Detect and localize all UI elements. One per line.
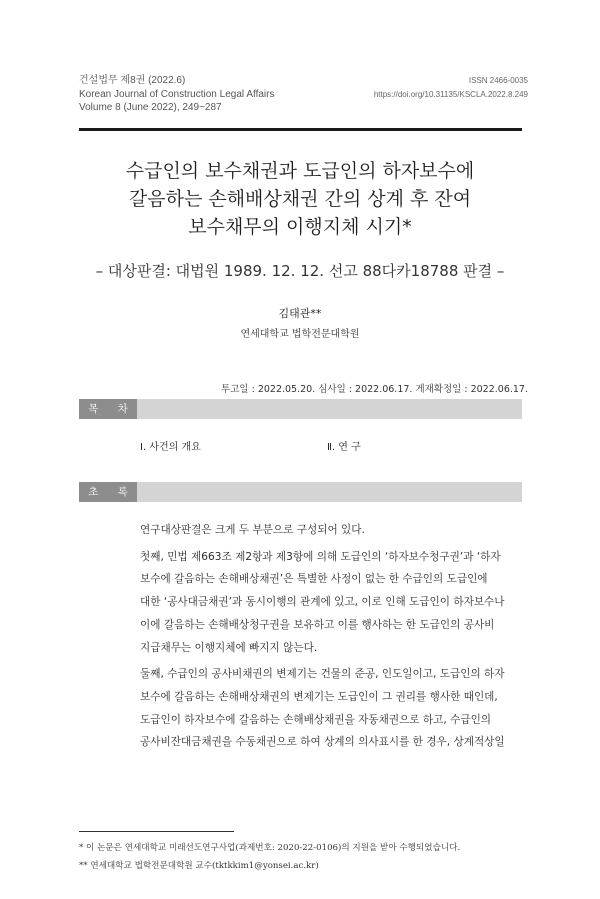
journal-identifiers [374,74,528,101]
author-name: 김태관** [278,307,322,320]
title-line: 갈음하는 손해배상채권 간의 상계 후 잔여 [128,188,472,210]
issn: ISSN 2466-0035 [468,76,528,85]
abstract-line: 지급채무는 이행지체에 빠지지 않는다. [140,641,318,654]
abstract-line: 이에 갈음하는 손해배상청구권을 보유하고 이를 행사하는 한 도급인의 공사비 [140,618,495,631]
abstract-body [140,519,522,754]
toc-section-bar [79,399,522,419]
submission-dates: 투고일 : 2022.05.20. 심사일 : 2022.06.17. 게재확정일 : 2022.06.17. [221,384,528,395]
footnote-funding: * 이 논문은 연세대학교 미래선도연구사업(과제번호: 2020-22-0106)의 지원을 받아 수행되었습니다. [79,843,461,853]
toc-label: 목 차 [79,399,137,419]
abstract-line: 연구대상판결은 크게 두 부분으로 구성되어 있다. [140,524,365,536]
abstract-line: 공사비잔대금채권을 수동채권으로 하여 상계의 의사표시를 한 경우, 상계적상일 [140,736,505,749]
journal-title-english: Korean Journal of Construction Legal Affairs [79,88,275,100]
toc-item-1[interactable]: Ⅰ. 사건의 개요 [140,442,201,453]
abstract-line: 첫째, 민법 제663조 제2항과 제3항에 의해 도급인의 ‘하자보수청구권’과 ‘하자 [140,550,501,563]
journal-header [79,74,275,115]
abstract-line: 도급인이 하자보수에 갈음하는 손해배상채권을 자동채권으로 하고, 수급인의 [140,713,492,726]
title-line: 보수채무의 이행지체 시기* [188,216,412,238]
abstract-line: 대한 ‘공사대금채권’과 동시이행의 관계에 있고, 이로 인해 도급인이 하자보수나 [140,596,505,609]
toc-item-2[interactable]: Ⅱ. 연 구 [327,442,361,453]
abstract-line: 보수에 갈음하는 손해배상채권’은 특별한 사정이 없는 한 수급인의 도급인에 [140,573,488,586]
journal-title-korean: 건설법무 제8권 (2022.6) [79,75,186,86]
abstract-line: 보수에 갈음하는 손해배상채권의 변제기는 도급인이 그 권리를 행사한 때인데, [140,690,498,703]
abstract-section-bar [79,482,522,502]
header-rule [79,128,522,131]
doi-link[interactable]: https://doi.org/10.31135/KSCLA.2022.8.249 [373,89,528,99]
abstract-label: 초 록 [79,482,137,502]
footnote-rule [79,831,234,832]
journal-volume: Volume 8 (June 2022), 249~287 [79,102,222,113]
author-affiliation: 연세대학교 법학전문대학원 [240,329,360,340]
abstract-line: 둘째, 수급인의 공사비채권의 변제기는 건물의 준공, 인도일이고, 도급인의 하자 [140,668,505,681]
paper-title [60,157,540,241]
paper-subtitle: – 대상판결: 대법원 1989. 12. 12. 선고 88다카18788 판결 – [95,262,505,280]
title-line: 수급인의 보수채권과 도급인의 하자보수에 [125,160,475,182]
footnote-author: ** 연세대학교 법학전문대학원 교수(tktkkim1@yonsei.ac.kr) [79,861,319,871]
